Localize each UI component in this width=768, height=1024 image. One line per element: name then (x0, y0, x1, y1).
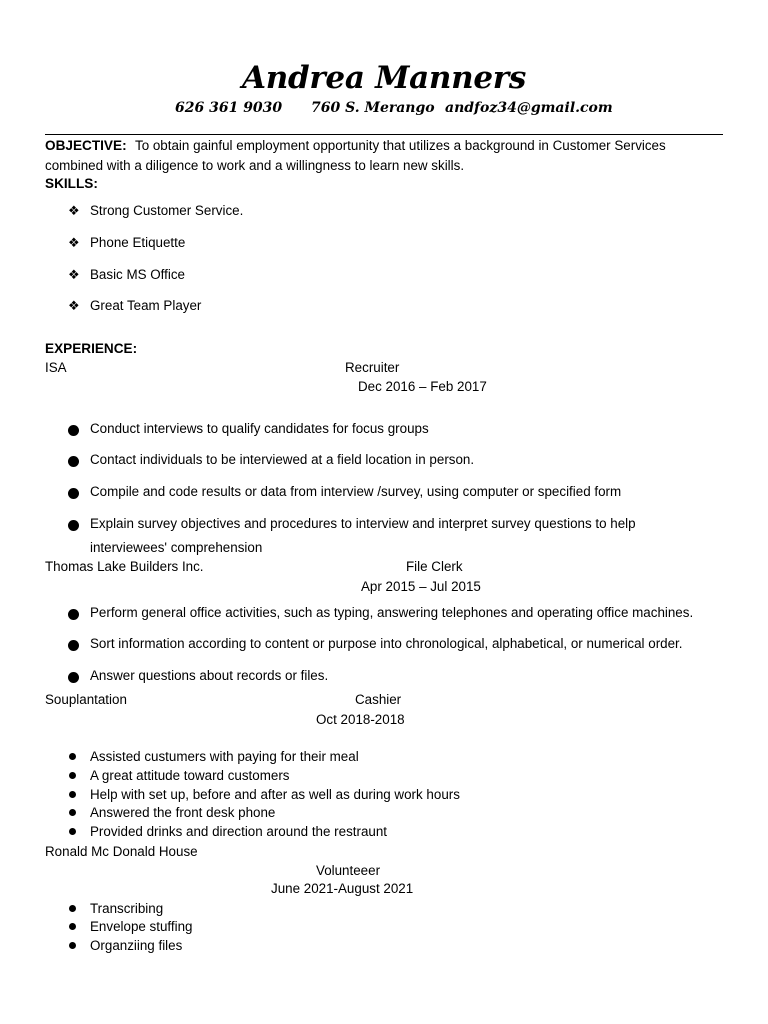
job-duty: Transcribing (90, 901, 164, 916)
bullet-icon (68, 520, 79, 531)
bullet-icon (69, 923, 76, 930)
header-divider (45, 134, 723, 135)
skill-item: Phone Etiquette (90, 235, 186, 250)
bullet-icon (69, 828, 76, 835)
bullet-icon (68, 456, 79, 467)
job-duty: Answered the front desk phone (90, 805, 276, 820)
objective-text-1: To obtain gainful employment opportunity that utilizes a background in Customer Services (135, 138, 666, 153)
job-title: Cashier (355, 692, 402, 707)
resume-name: Andrea Manners (242, 60, 526, 96)
bullet-icon (68, 425, 79, 436)
bullet-icon (69, 772, 76, 779)
experience-heading: EXPERIENCE: (45, 341, 138, 356)
objective-line-1 (45, 138, 127, 153)
skill-item: Great Team Player (90, 298, 202, 313)
job-duty: Answer questions about records or files. (90, 668, 329, 683)
job-duty: Assisted custumers with paying for their meal (90, 749, 359, 764)
job-duty-continued: interviewees' comprehension (90, 540, 263, 555)
job-dates: Oct 2018-2018 (316, 712, 405, 727)
contact-phone: 626 361 9030 (175, 100, 283, 116)
job-duty: Conduct interviews to qualify candidates for focus groups (90, 421, 429, 436)
bullet-icon (69, 942, 76, 949)
bullet-icon (69, 809, 76, 816)
bullet-icon (69, 791, 76, 798)
job-company: ISA (45, 360, 67, 375)
job-duty: Contact individuals to be interviewed at a field location in person. (90, 452, 475, 467)
objective-heading: OBJECTIVE (45, 138, 123, 153)
job-dates: Dec 2016 – Feb 2017 (358, 379, 487, 394)
job-title: Volunteeer (316, 863, 381, 878)
bullet-icon (68, 672, 79, 683)
job-duty: Perform general office activities, such as typing, answering telephones and operating office machines. (90, 605, 694, 620)
job-company: Ronald Mc Donald House (45, 844, 198, 859)
job-dates: June 2021-August 2021 (271, 881, 414, 896)
job-dates: Apr 2015 – Jul 2015 (361, 579, 481, 594)
objective-text-2: combined with a diligence to work and a willingness to learn new skills. (45, 158, 465, 173)
bullet-icon (68, 488, 79, 499)
skills-heading: SKILLS: (45, 176, 98, 191)
job-duty: Compile and code results or data from interview /survey, using computer or specified form (90, 484, 622, 499)
diamond-bullet-icon: ❖ (68, 203, 80, 218)
bullet-icon (69, 905, 76, 912)
bullet-icon (68, 640, 79, 651)
job-company: Souplantation (45, 692, 127, 707)
bullet-icon (69, 753, 76, 760)
job-duty: Help with set up, before and after as well as during work hours (90, 787, 460, 802)
job-duty: Provided drinks and direction around the restraunt (90, 824, 388, 839)
diamond-bullet-icon: ❖ (68, 298, 80, 313)
job-company: Thomas Lake Builders Inc. (45, 559, 204, 574)
job-title: File Clerk (406, 559, 463, 574)
objective-colon: : (122, 138, 127, 153)
job-title: Recruiter (345, 360, 400, 375)
skill-item: Basic MS Office (90, 267, 186, 282)
job-duty: A great attitude toward customers (90, 768, 290, 783)
diamond-bullet-icon: ❖ (68, 235, 80, 250)
bullet-icon (68, 609, 79, 620)
job-duty: Explain survey objectives and procedures to interview and interpret survey questions to help (90, 516, 636, 531)
skill-item: Strong Customer Service. (90, 203, 244, 218)
diamond-bullet-icon: ❖ (68, 267, 80, 282)
job-duty: Envelope stuffing (90, 919, 193, 934)
contact-email: andfoz34@gmail.com (445, 100, 613, 116)
job-duty: Organziing files (90, 938, 183, 953)
contact-address: 760 S. Merango (311, 100, 435, 116)
job-duty: Sort information according to content or purpose into chronological, alphabetical, or numerical order. (90, 636, 683, 651)
